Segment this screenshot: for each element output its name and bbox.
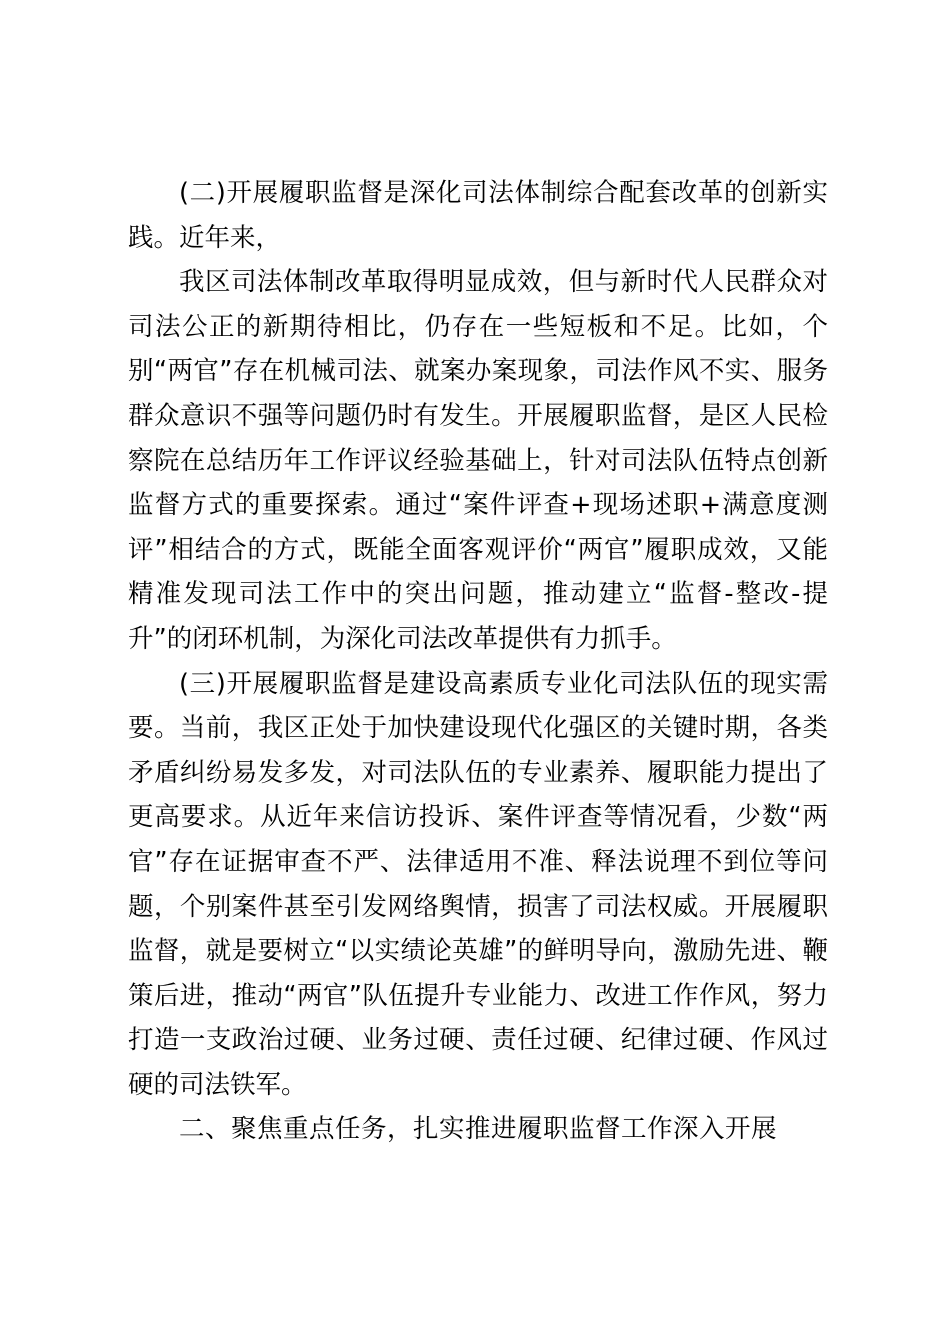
paragraph-section-3: (三)开展履职监督是建设高素质专业化司法队伍的现实需要。当前，我区正处于加快建设现代化强区的关键时期，各类矛盾纠纷易发多发，对司法队伍的专业素养、履职能力提出了更高要求。从近年来信访投诉、案件评查等情况看，少数“两官”存在证据审查不严、法律适用不准、释法说理不到位等问题，个别案件甚至引发网络舆情，损害了司法权威。开展履职监督，就是要树立“以实绩论英雄”的鲜明导向，激励先进、鞭策后进，推动“两官”队伍提升专业能力、改进工作作风，努力打造一支政治过硬、业务过硬、责任过硬、纪律过硬、作风过硬的司法铁军。 xyxy=(128,668,828,1100)
section-heading: 二、聚焦重点任务，扎实推进履职监督工作深入开展 xyxy=(179,1114,778,1145)
document-body xyxy=(128,171,828,1152)
paragraph-section-2: (二)开展履职监督是深化司法体制综合配套改革的创新实践。近年来， xyxy=(128,178,828,253)
paragraph-reform-effects: 我区司法体制改革取得明显成效，但与新时代人民群众对司法公正的新期待相比，仍存在一些短板和不足。比如，个别“两官”存在机械司法、就案办案现象，司法作风不实、服务群众意识不强等问题仍时有发生。开展履职监督，是区人民检察院在总结历年工作评议经验基础上，针对司法队伍特点创新监督方式的重要探索。通过“案件评查+现场述职+满意度测评”相结合的方式，既能全面客观评价“两官”履职成效，又能精准发现司法工作中的突出问题，推动建立“监督-整改-提升”的闭环机制，为深化司法改革提供有力抓手。 xyxy=(128,267,828,654)
